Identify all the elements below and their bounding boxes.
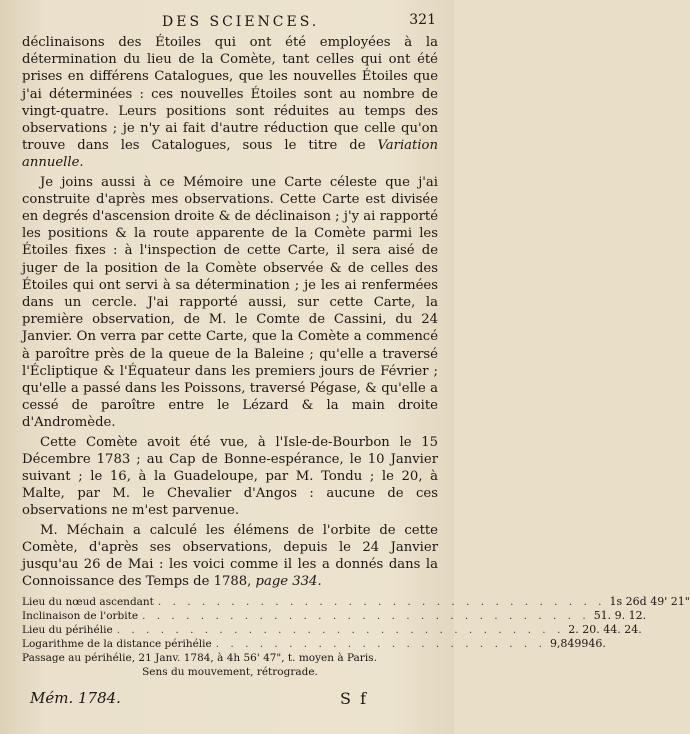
element-label: Inclinaison de l'orbite: [22, 609, 139, 622]
element-value: 1s 26d 49' 21": [609, 594, 690, 608]
element-row: [22, 651, 438, 665]
running-header: [22, 12, 438, 34]
motion-line: Sens du mouvement, rétrograde.: [142, 665, 318, 678]
leader-dots: . . . . . . . . . . . . . . . . . . . . . . .: [215, 637, 546, 650]
element-label: Lieu du périhélie: [22, 623, 113, 636]
paragraph-4-italic: page 334.: [255, 574, 322, 590]
leader-dots: . . . . . . . . . . . . . . . . . . . . . . . . . . . . . . .: [142, 609, 590, 622]
element-label: Passage au périhélie, 21 Janv. 1784, à 4h 56' 47", t. moyen à Paris.: [22, 651, 377, 664]
page-footer: [22, 689, 438, 711]
element-row: [22, 636, 606, 651]
paragraph-1-text: déclinaisons des Étoiles qui ont été employées à la détermination du lieu de la Comète, tant celles qui ont été prises en différens Catalogues, que les nouvelles Étoiles que j'ai déterminées : ces nouvelles Étoiles sont au nombre de vingt-quatre. Leurs positions sont réduites au temps des observations ; je n'y ai fait d'autre réduction que celle qu'on trouve dans les Catalogues, sous le titre de: [22, 35, 438, 154]
paragraph-2: Je joins aussi à ce Mémoire une Carte céleste que j'ai construite d'après mes observations. Cette Carte est divisée en degrés d'ascension droite & de déclinaison ; j'y ai rapporté les positions & la route apparente de la Comète parmi les Étoiles fixes : à l'inspection de cette Carte, il sera aisé de juger de la position de la Comète observée & de celles des Étoiles qui ont servi à sa détermination ; je les ai renfermées dans un cercle. J'ai rapporté aussi, sur cette Carte, la première observation, de M. le Comte de Cassini, du 24 Janvier. On verra par cette Carte, que la Comète a commencé à paroître près de la queue de la Baleine ; qu'elle a traversé l'Écliptique & l'Équateur dans les premiers jours de Février ; qu'elle a passé dans les Poissons, traversé Pégase, & qu'elle a cessé de paroître entre le Lézard & la main droite d'Andromède.: [22, 174, 438, 431]
paragraph-1-italic: Variation annuelle.: [22, 138, 438, 171]
element-value: 2. 20. 44. 24.: [568, 622, 642, 636]
leader-dots: . . . . . . . . . . . . . . . . . . . . . . . . . . . . . . .: [157, 595, 606, 608]
paragraph-4: [22, 522, 438, 591]
element-row: [22, 594, 690, 609]
element-value: 51. 9. 12.: [593, 608, 647, 622]
element-row: [22, 608, 647, 623]
leader-dots: . . . . . . . . . . . . . . . . . . . . . . . . . . . . . . .: [116, 623, 565, 636]
element-label: Logarithme de la distance périhélie: [22, 637, 212, 650]
signature-mark: S f: [340, 688, 368, 708]
paragraph-3: Cette Comète avoit été vue, à l'Isle-de-Bourbon le 15 Décembre 1783 ; au Cap de Bonne-espérance, le 10 Janvier suivant ; le 16, à la Guadeloupe, par M. Tondu ; le 20, à Malte, par M. le Chevalier d'Angos : aucune de ces observations ne m'est parvenue.: [22, 434, 438, 519]
page-number: 321: [409, 12, 436, 28]
element-label: Lieu du nœud ascendant: [22, 595, 154, 608]
element-value: 9,849946.: [549, 636, 606, 650]
orbit-elements-table: [22, 594, 690, 679]
body-text: [22, 34, 438, 591]
running-title: DES SCIENCES.: [162, 14, 320, 30]
volume-mark: Mém. 1784.: [30, 688, 121, 707]
element-row: [22, 622, 642, 637]
paragraph-1: [22, 34, 438, 172]
paragraph-4-text: M. Méchain a calculé les élémens de l'orbite de cette Comète, d'après ses observations, depuis le 24 Janvier jusqu'au 26 de Mai : les voici comme il les a donnés dans la Connoissance des Temps de 1788,: [22, 522, 438, 590]
